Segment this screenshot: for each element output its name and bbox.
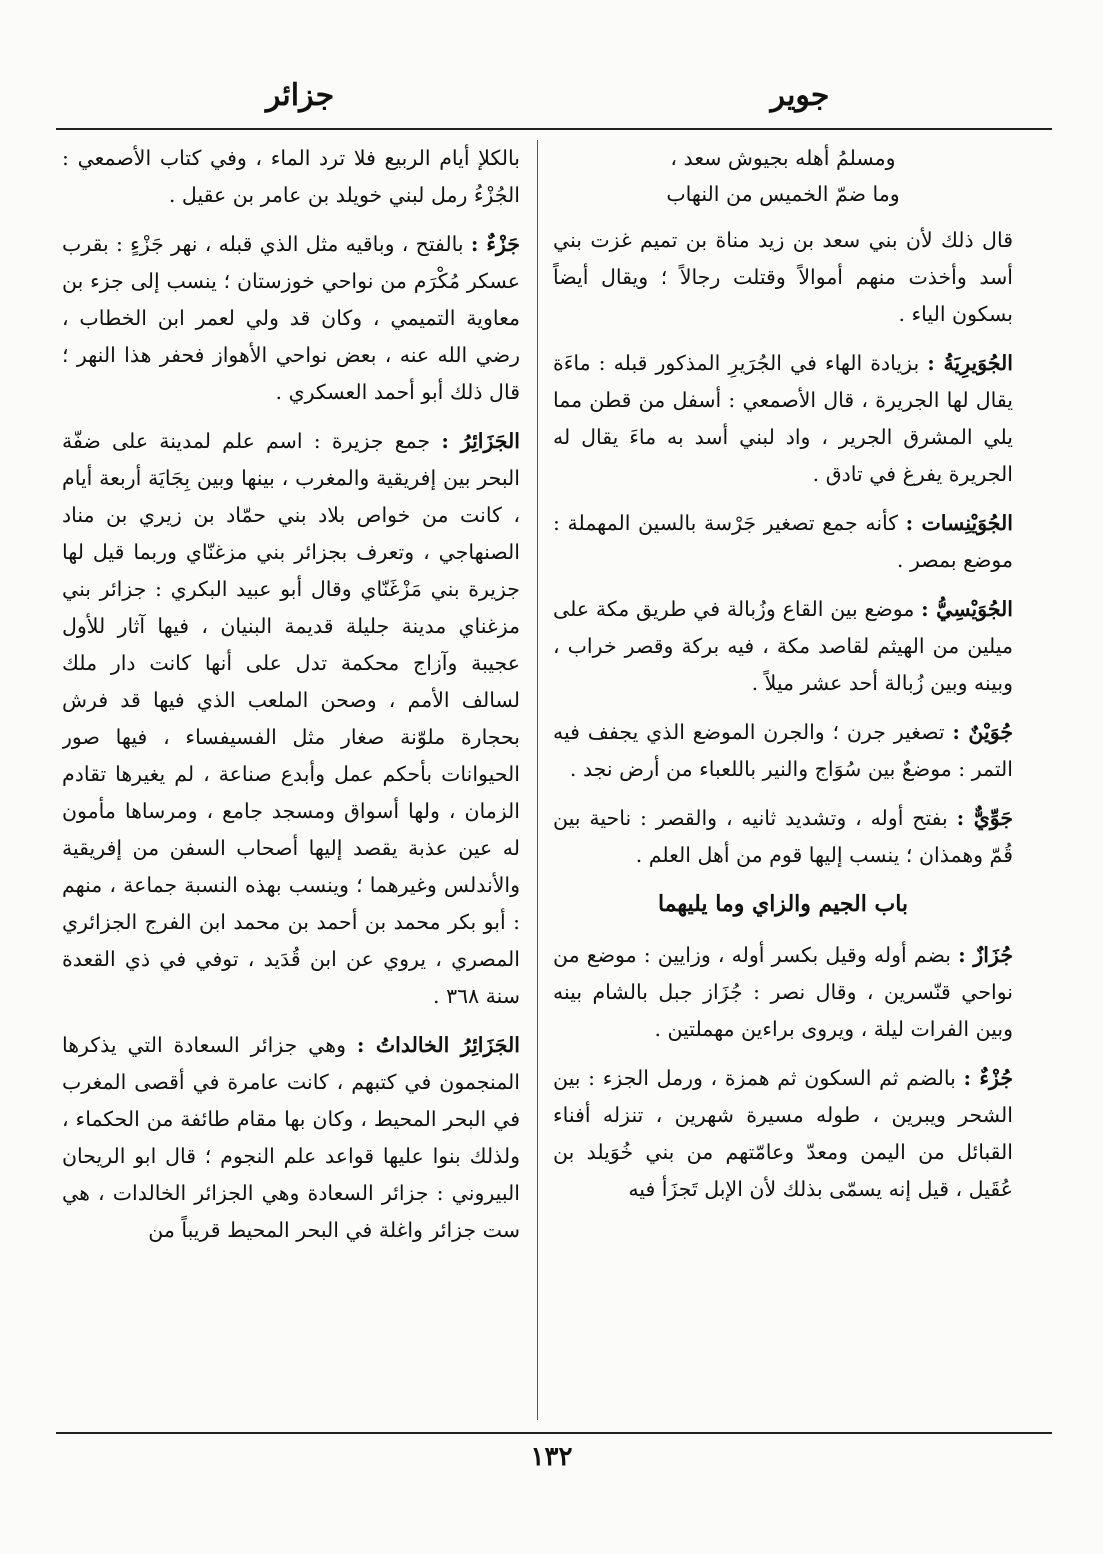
entry-text: بالكلإ أيام الربيع فلا ترد الماء ، وفي كتاب الأصمعي : الجُزْءُ رمل لبني خويلد بن عامر بن عقيل . xyxy=(62,146,520,207)
entry xyxy=(62,226,520,411)
running-head-left: جزائر xyxy=(265,78,335,113)
entry xyxy=(553,800,1013,874)
entry-text: كأنه جمع تصغير جَرْسة بالسين المهملة : موضع بمصر . xyxy=(553,511,1013,572)
entry-text: جمع جزيرة : اسم علم لمدينة على ضفّة البحر بين إفريقية والمغرب ، بينها وبين بِجَايَة أربعة أيام ، كانت من خواص بلاد بني حمّاد بن زيري بن مناد الصنهاجي ، وتعرف بجزائر بني مزغنّاي وربما قيل لها جزيرة بني مَزْغَنّاي وقال أبو عبيد البكري : جزائر بني مزغناي مدينة جليلة قديمة البنيان ، فيها آثار للأول عجيبة وآزاج محكمة تدل على أنها كانت دار ملك لسالف الأمم ، وصحن الملعب الذي فيها قد فرش بحجارة ملوّنة صغار مثل الفسيفساء ، فيها صور الحيوانات بأحكم عمل وأبدع صناعة ، لم يغيرها تقادم الزمان ، ولها أسواق ومسجد جامع ، ومرساها مأمون له عين عذبة يقصد إليها أصحاب السفن من إفريقية والأندلس وغيرهما ؛ وينسب بهذه النسبة جماعة ، منهم : أبو بكر محمد بن أحمد بن محمد ابن الفرج الجزائري المصري ، يروي عن ابن قُدَيد ، توفي في ذي القعدة سنة ٣٦٨ . xyxy=(62,429,520,1008)
entry-text: بزيادة الهاء في الجُرَيرِ المذكور قبله : ماءَة يقال لها الجريرة ، قال الأصمعي : أسفل من قطن مما يلي المشرق الجرير ، واد لبني أسد به ماءَ يقال له الجريرة يفرغ في تادق . xyxy=(553,351,1013,486)
entry-text: بفتح أوله ، وتشديد ثانيه ، والقصر : ناحية بين قُمّ وهمذان ؛ ينسب إليها قوم من أهل العلم . xyxy=(553,806,1013,867)
entry-text: موضع بين القاع وزُبالة في طريق مكة على ميلين من الهيثم لقاصد مكة ، فيه بركة وقصر خراب ، وبينه وبين زُبالة أحد عشر ميلاً . xyxy=(553,597,1013,695)
entry-text: وهي جزائر السعادة التي يذكرها المنجمون في كتبهم ، كانت عامرة في أقصى المغرب في البحر المحيط ، وكان بها مقام طائفة من الحكماء ، ولذلك بنوا عليها قواعد علم النجوم ؛ قال ابو الريحان البيروني : جزائر السعادة وهي الجزائر الخالدات ، هي ست جزائر واغلة في البحر المحيط قريباً من xyxy=(62,1033,520,1242)
verse-line: وما ضمّ الخميس من النهاب xyxy=(666,182,900,206)
entry xyxy=(553,714,1013,788)
entry-headword: الجَزَائِرُ : xyxy=(441,429,520,453)
verse xyxy=(553,140,1013,212)
right-column xyxy=(553,140,1013,1420)
entry-headword: جُوَيْنٌ : xyxy=(952,720,1013,744)
entry-headword: جَوِّيٌّ : xyxy=(956,806,1013,830)
entry-text: بالفتح ، وباقيه مثل الذي قبله ، نهر جَزْءٍ : بقرب عسكر مُكْرَم من نواحي خوزستان ؛ ينسب إلى جزء بن معاوية التميمي ، وكان قد ولي لعمر ابن الخطاب ، رضي الله عنه ، بعض نواحي الأهواز فحفر هذا النهر ؛ قال ذلك أبو أحمد العسكري . xyxy=(62,232,520,404)
entry xyxy=(553,591,1013,702)
entry-text: تصغير جرن ؛ والجرن الموضع الذي يجفف فيه التمر : موضعٌ بين سُوَاج والنير باللعباء من أرض نجد . xyxy=(553,720,1013,781)
entry-headword: الجُوَيْنِسات : xyxy=(905,511,1013,535)
entry xyxy=(553,937,1013,1048)
running-head-right: جوير xyxy=(770,78,830,113)
entry-headword: جَزْءٌ : xyxy=(470,232,520,256)
header-rule xyxy=(56,128,1052,130)
entry-headword: جُزَازٌ : xyxy=(958,943,1013,967)
entry xyxy=(62,423,520,1015)
section-title: باب الجيم والزاي وما يليهما xyxy=(657,891,909,917)
entry-text: قال ذلك لأن بني سعد بن زيد مناة بن تميم غزت بني أسد وأخذت منهم أموالاً وقتلت رجالاً ؛ ويقال أيضاً بسكون الياء . xyxy=(553,228,1013,326)
entry xyxy=(553,345,1013,493)
entry xyxy=(553,1060,1013,1208)
left-column xyxy=(62,140,520,1420)
entry-text: بضم أوله وقيل بكسر أوله ، وزايين : موضع من نواحي قنّسرين ، وقال نصر : جُزَاز جبل بالشام بينه وبين الفرات ليلة ، ويروى براءين مهملتين . xyxy=(553,943,1013,1041)
entry-headword: جُزْءٌ : xyxy=(963,1066,1013,1090)
entry-continuation xyxy=(553,222,1013,333)
column-divider xyxy=(537,140,538,1420)
entry-headword: الجَزَائِرُ الخالداتُ : xyxy=(356,1033,520,1057)
entry-headword: الجُوَيْسِيُّ : xyxy=(921,597,1013,621)
entry-continuation xyxy=(62,140,520,214)
entry xyxy=(553,505,1013,579)
verse-line: ومسلمُ أهله بجيوش سعد ، xyxy=(670,146,896,170)
footer-rule xyxy=(56,1432,1052,1434)
entry-text: بالضم ثم السكون ثم همزة ، ورمل الجزء : بين الشحر ويبرين ، طوله مسيرة شهرين ، تنزله أفناء القبائل من اليمن ومعدّ وعامّتهم من بني خُوَيلد بن عُقَيل ، قيل إنه يسمّى بذلك لأن الإبل تَجزَأ فيه xyxy=(553,1066,1013,1201)
page-number: ١٣٢ xyxy=(530,1442,573,1472)
entry-headword: الجُوَيرِيَةُ : xyxy=(927,351,1013,375)
entry xyxy=(62,1027,520,1249)
